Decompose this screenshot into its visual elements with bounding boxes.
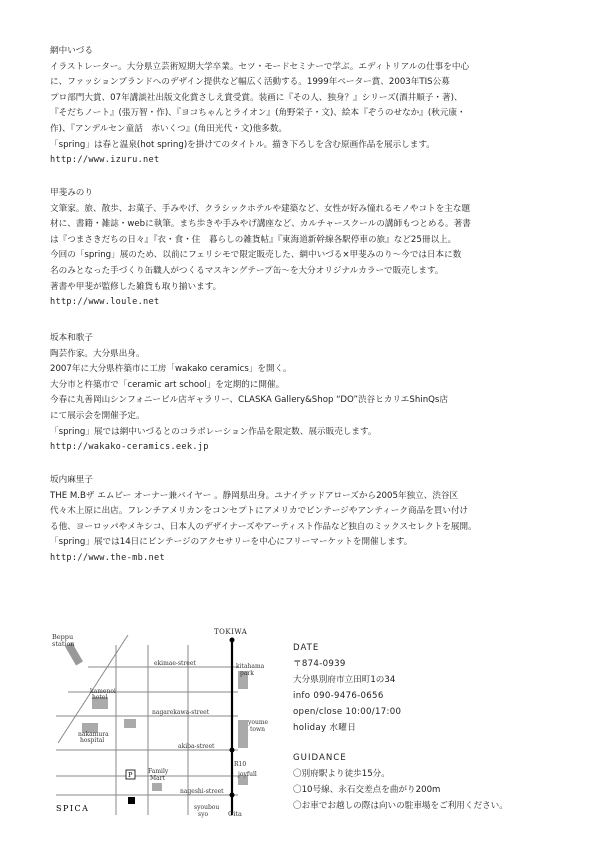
holiday: holiday 水曜日 bbox=[293, 723, 357, 733]
postal-code: 〒874-0939 bbox=[293, 659, 346, 669]
opening-hours: open/close 10:00/17:00 bbox=[293, 707, 402, 717]
map-label-ekimae-street: ekimae-street bbox=[154, 660, 196, 667]
bio-line: 「spring」展では14日にビンテージのアクセサリーを中心にフリーマーケットを開催します。 bbox=[50, 537, 413, 548]
map-label-kitahama-park: kitahama park bbox=[236, 663, 265, 677]
bio-name: 甲斐みのり bbox=[50, 188, 93, 198]
map-label-r10: R10 bbox=[234, 761, 247, 768]
event-info bbox=[293, 640, 553, 814]
guidance-item: 〇10号線、永石交差点を曲がり200m bbox=[293, 785, 441, 795]
bio-line: 代々木上原に出店。フレンチアメリカンをコンセプトにアメリカでビンテージやアンティーク商品を買い付け bbox=[50, 506, 469, 517]
junction-dot bbox=[230, 793, 235, 798]
bio-line: プロ部門大賞、07年講談社出版文化賞さしえ賞受賞。装画に『その人、独身？』シリーズ(酒井順子・著)、 bbox=[50, 92, 463, 103]
bio-url-link[interactable]: http://www.the-mb.net bbox=[50, 552, 165, 563]
bio-line: にて展示会を開催予定。 bbox=[50, 410, 145, 421]
map-label-parking: P bbox=[128, 771, 133, 779]
map-label-nagarekawa-street: nagarekawa-street bbox=[152, 709, 210, 716]
spacer bbox=[293, 736, 553, 750]
guidance-heading: GUIDANCE bbox=[293, 753, 347, 763]
bio-url-link[interactable]: http://www.loule.net bbox=[50, 297, 160, 308]
hospital-block bbox=[124, 719, 136, 728]
bio-line: 「spring」は春と温泉(hot spring)を掛けてのタイトル。描き下ろしを含む原画作品を展示します。 bbox=[50, 139, 435, 150]
address: 大分県別府市立田町1の34 bbox=[293, 675, 396, 685]
bio-izuru bbox=[50, 44, 570, 169]
guidance-item: 〇お車でお越しの際は向いの駐車場をご利用ください。 bbox=[293, 801, 508, 811]
map-label-family-mart: Family Mart bbox=[148, 768, 169, 782]
bio-line: 『そだちノート』(張万智・作)、『ヨコちゃんとライオン』(角野栄子・文)、絵本『ぞうのせなか』(秋元康・ bbox=[50, 108, 466, 119]
phone: info 090-9476-0656 bbox=[293, 691, 384, 701]
map-label-kamenoi-hotel: kamenoi hotel bbox=[90, 688, 116, 701]
bio-line: 2007年に大分県杵築市に工房「wakako ceramics」を開く。 bbox=[50, 364, 292, 375]
map-label-tokiwa: TOKIWA bbox=[214, 628, 248, 636]
bio-line: に、ファッションブランドへのデザイン提供など幅広く活動する。1999年ペーター賞、2003年TIS公募 bbox=[50, 77, 450, 88]
guidance-item: 〇別府駅より徒歩15分。 bbox=[293, 769, 390, 779]
bio-line: 大分市と杵築市で「ceramic art school」を定期的に開催。 bbox=[50, 379, 285, 390]
map-label-spica: SPICA bbox=[56, 804, 90, 813]
junction-dot bbox=[230, 638, 235, 643]
map-label-nakamura-hospital: nakamura hospital bbox=[78, 731, 109, 744]
map-label-syoubou-syo: syoubou syo bbox=[194, 804, 220, 818]
family-mart-block bbox=[152, 783, 162, 791]
map-label-youme-town: youme town bbox=[248, 719, 269, 733]
bio-line: る他、ヨーロッパやメキシコ、日本人のデザイナーズやアーティスト作品など独自のミックスセレクトを展開。 bbox=[50, 521, 477, 532]
map-label-akiba-street: akiba-street bbox=[178, 743, 215, 750]
map-label-joyfull: joyfull bbox=[238, 771, 257, 778]
bio-line: 材に、書籍・雑誌・webに執筆。まち歩きや手みやげ講座など、カルチャースクールの講師もつとめる。著書 bbox=[50, 219, 471, 230]
access-map bbox=[48, 625, 270, 847]
bio-line: 作)、『アンデルセン童話 赤いくつ』(角田光代・文)他多数。 bbox=[50, 123, 288, 134]
bio-line: 今回の「spring」展のため、以前にフェリシモで限定販売した、網中いづる×甲斐みのり〜今では日本に数 bbox=[50, 250, 462, 261]
spica-marker bbox=[128, 797, 135, 804]
bio-url-link[interactable]: http://www.izuru.net bbox=[50, 155, 160, 166]
date-heading: DATE bbox=[293, 643, 320, 653]
bio-mariko bbox=[50, 473, 570, 567]
bio-line: 名のみとなった手づくり缶職人がつくるマスキングテープ缶〜を大分オリジナルカラーで販売します。 bbox=[50, 265, 444, 276]
bio-minori bbox=[50, 186, 570, 311]
bio-name: 網中いづる bbox=[50, 46, 93, 56]
map-label-nageshi-street: nageshi-street bbox=[180, 788, 224, 795]
junction-dot bbox=[230, 748, 235, 753]
bio-url-link[interactable]: http://wakako-ceramics.eek.jp bbox=[50, 442, 209, 453]
bio-line: 文筆家。旅、散歩、お菓子、手みやげ、クラシックホテルや建築など、女性が好み憧れるモノやコトを主な題 bbox=[50, 203, 471, 214]
bio-line: 今春に丸善岡山シンフォニービル店ギャラリー、CLASKA Gallery&Shop “DO”渋谷ヒカリエShinQs店 bbox=[50, 395, 448, 406]
bio-line: 「spring」展では網中いづるとのコラボレーション作品を限定数、展示販売します。 bbox=[50, 426, 377, 437]
bio-line: イラストレーター。大分県立芸術短期大学卒業。セツ・モードセミナーで学ぶ。エディトリアルの仕事を中心 bbox=[50, 61, 470, 72]
bio-line: は『つまさきだちの日々』『衣・食・住 暮らしの雑貨帖』『東海道新幹線各駅停車の旅』など25冊以上。 bbox=[50, 234, 457, 245]
bio-line: 著書や甲斐が監修した雑貨も取り揃います。 bbox=[50, 281, 222, 292]
bio-wakako bbox=[50, 331, 570, 456]
youme-town-block bbox=[238, 720, 248, 748]
bio-name: 坂本和歌子 bbox=[50, 333, 93, 343]
bio-line: 陶芸作家。大分県出身。 bbox=[50, 348, 145, 359]
bio-name: 坂内麻里子 bbox=[50, 475, 93, 485]
bio-line: THE M.Bザ エムビー オーナー兼バイヤー 。静岡県出身。ユナイテッドアローズから2005年独立、渋谷区 bbox=[50, 490, 459, 501]
map-label-oita: Oita bbox=[228, 810, 242, 818]
map-label-beppu-station: Beppu station bbox=[52, 633, 75, 648]
